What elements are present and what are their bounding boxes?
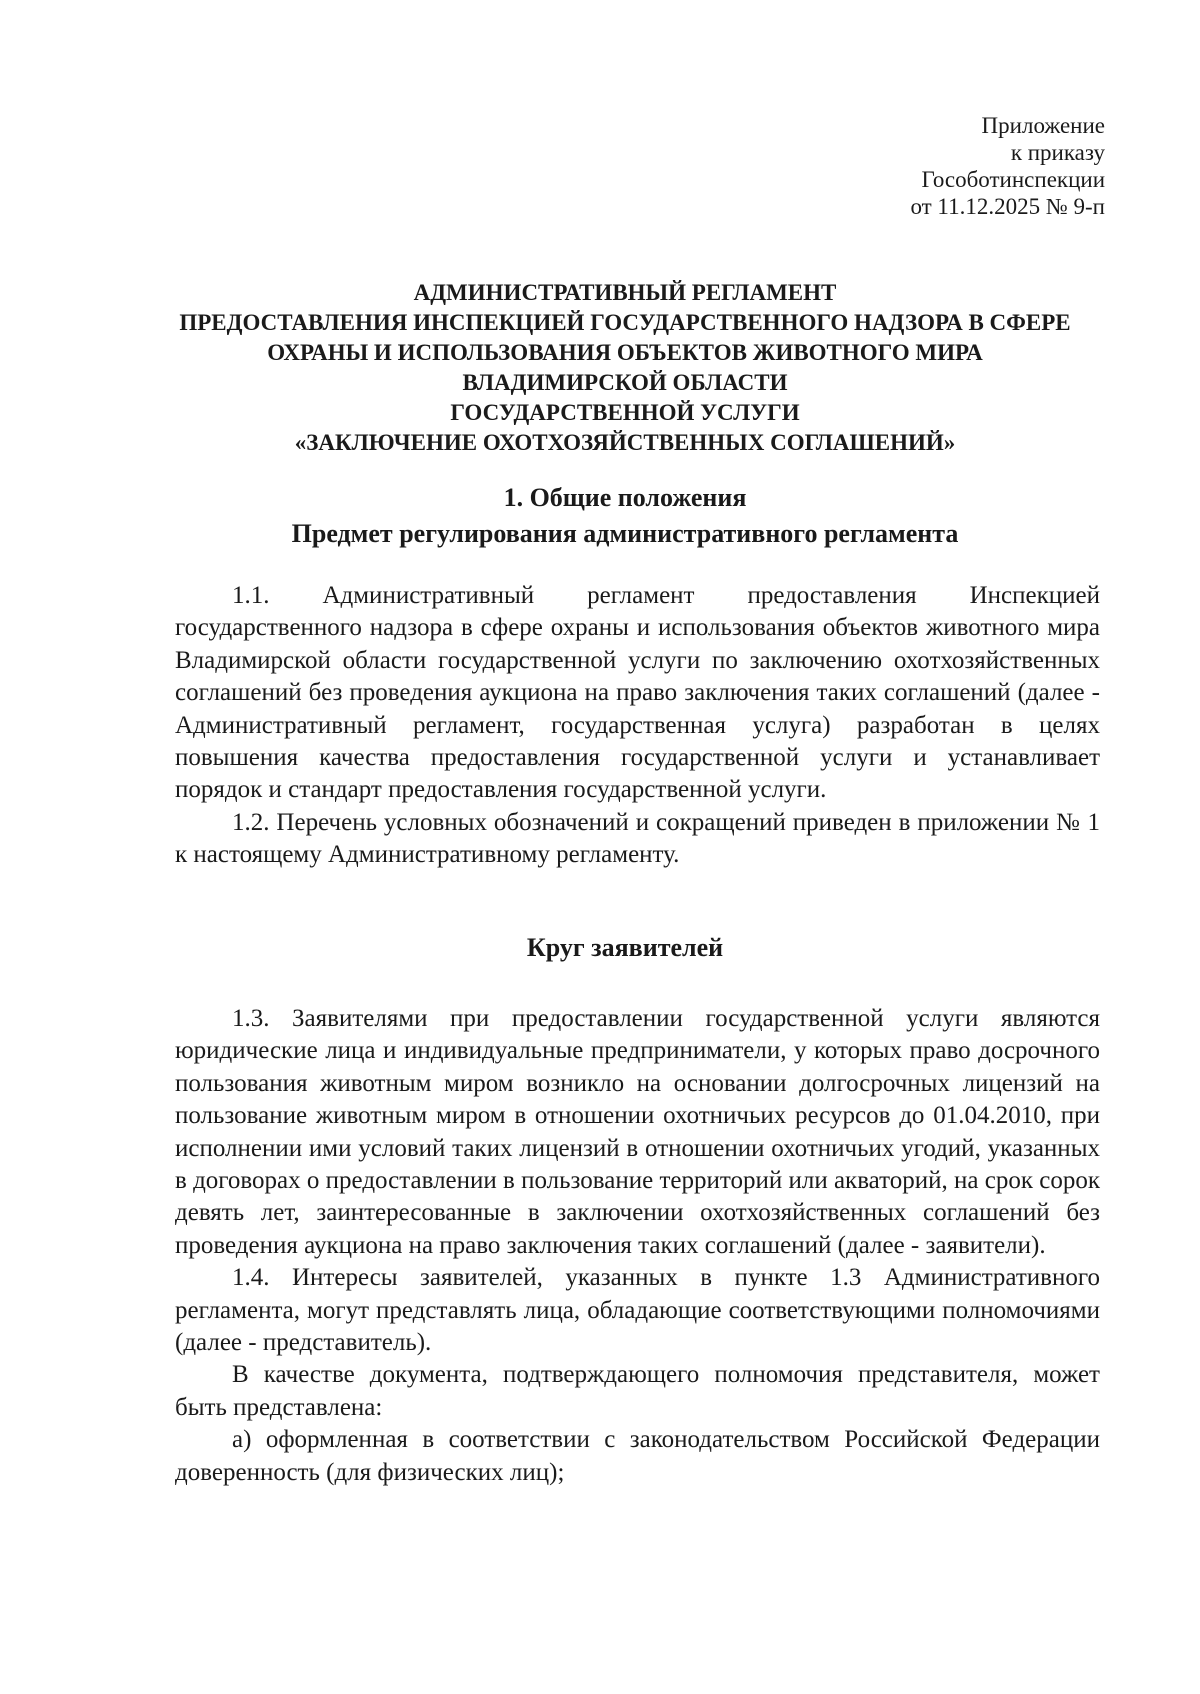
applicants-heading: Круг заявителей: [526, 933, 724, 962]
applicants-body: [175, 1003, 1100, 1489]
title-line: АДМИНИСТРАТИВНЫЙ РЕГЛАМЕНТ: [413, 280, 837, 305]
approval-line: от 11.12.2025 № 9-п: [910, 194, 1105, 219]
paragraph-a: а) оформленная в соответствии с законодательством Российской Федерации доверенность (для физических лиц);: [175, 1426, 1100, 1486]
document-title: [150, 278, 1100, 458]
title-line: ПРЕДОСТАВЛЕНИЯ ИНСПЕКЦИЕЙ ГОСУДАРСТВЕННОГО НАДЗОРА В СФЕРЕ: [179, 310, 1071, 335]
paragraph-1-4: 1.4. Интересы заявителей, указанных в пункте 1.3 Административного регламента, могут представлять лица, обладающие соответствующими полномочиями (далее - представитель).: [175, 1264, 1100, 1357]
title-line: ОХРАНЫ И ИСПОЛЬЗОВАНИЯ ОБЪЕКТОВ ЖИВОТНОГО МИРА: [267, 340, 983, 365]
title-line: ГОСУДАРСТВЕННОЙ УСЛУГИ: [450, 400, 800, 425]
section-body: [175, 580, 1100, 872]
approval-line: к приказу: [1010, 140, 1105, 165]
paragraph-representative-doc: В качестве документа, подтверждающего полномочия представителя, может быть представлена:: [175, 1361, 1100, 1421]
approval-line: Гособотинспекции: [921, 167, 1105, 192]
title-line: «ЗАКЛЮЧЕНИЕ ОХОТХОЗЯЙСТВЕННЫХ СОГЛАШЕНИЙ»: [294, 430, 956, 455]
approval-line: Приложение: [981, 113, 1105, 138]
section-title: 1. Общие положения: [503, 483, 747, 512]
title-line: ВЛАДИМИРСКОЙ ОБЛАСТИ: [462, 370, 788, 395]
paragraph-1-2: 1.2. Перечень условных обозначений и сокращений приведен в приложении № 1 к настоящему Административному регламенту.: [175, 808, 1100, 869]
approval-stamp: [910, 112, 1105, 220]
paragraph-1-3: 1.3. Заявителями при предоставлении государственной услуги являются юридические лица и индивидуальные предприниматели, у которых право досрочного пользования животным миром возникло на основании долгосрочных лицензий на пользование животным миром в отношении охотничьих ресурсов до 01.04.2010, при исполнении ими условий таких лицензий в отношении охотничьих угодий, указанных в договорах о предоставлении в пользование территорий или акваторий, на срок сорок девять лет, заинтересованные в заключении охотхозяйственных соглашений без проведения аукциона на право заключения таких соглашений (далее - заявители).: [175, 1005, 1100, 1259]
section-subtitle: Предмет регулирования административного регламента: [291, 519, 959, 548]
paragraph-1-1: 1.1. Административный регламент предоставления Инспекцией государственного надзора в сфере охраны и использования объектов животного мира Владимирской области государственной услуги по заключению охотхозяйственных соглашений без проведения аукциона на право заключения таких соглашений (далее - Административный регламент, государственная услуга) разработан в целях повышения качества предоставления государственной услуги и устанавливает порядок и стандарт предоставления государственной услуги.: [175, 582, 1100, 804]
section-heading: [150, 480, 1100, 552]
